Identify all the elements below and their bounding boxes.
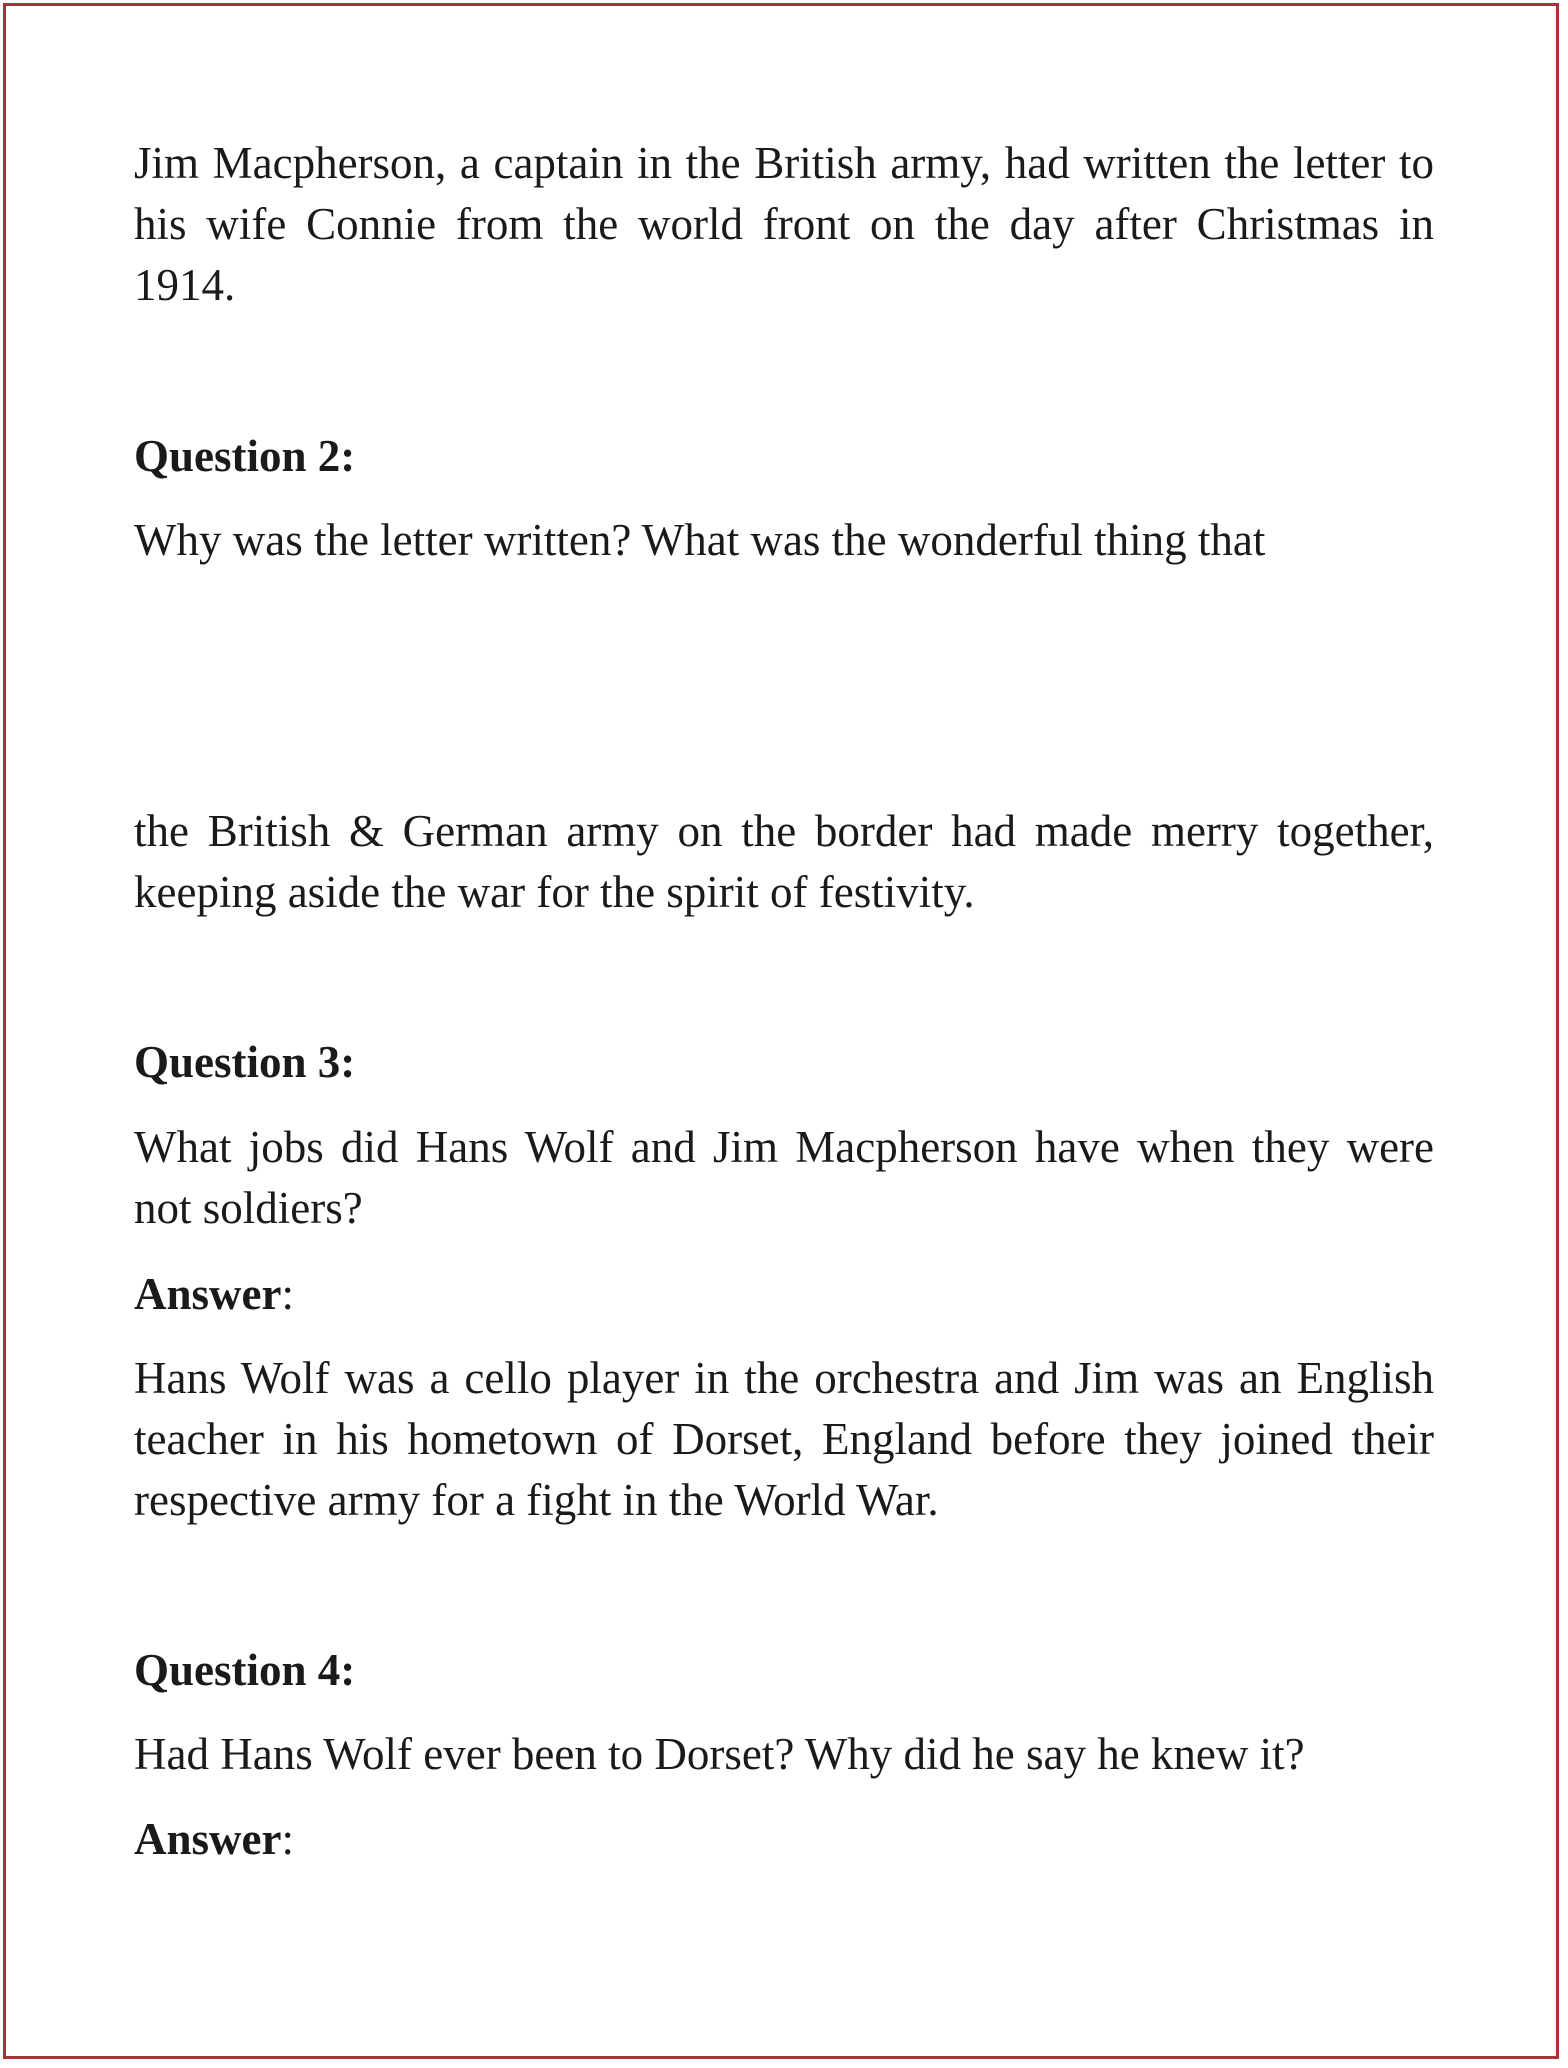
answer-label-colon: : xyxy=(281,1269,294,1319)
answer-label-bold: Answer xyxy=(134,1269,282,1319)
answer-label-bold: Answer xyxy=(134,1814,282,1864)
question-3-heading: Question 3: xyxy=(134,1037,356,1087)
question-4-text: Had Hans Wolf ever been to Dorset? Why did he say he knew it? xyxy=(134,1729,1305,1779)
answer-label-colon: : xyxy=(281,1814,294,1864)
question-3-text: What jobs did Hans Wolf and Jim Macpherson have when they were not soldiers? xyxy=(134,1122,1434,1233)
question-4-heading: Question 4: xyxy=(134,1645,356,1695)
question-3-answer-label xyxy=(134,1264,294,1325)
question-4-answer-label xyxy=(134,1809,294,1870)
question-2-answer-continuation: the British & German army on the border had made merry together, keeping aside the war for the spirit of festivity. xyxy=(134,806,1434,917)
question-2-text: Why was the letter written? What was the wonderful thing that xyxy=(134,515,1266,565)
question-3-answer-text: Hans Wolf was a cello player in the orchestra and Jim was an English teacher in his hometown of Dorset, England before they joined their respective army for a fight in the World War. xyxy=(134,1353,1434,1525)
intro-paragraph: Jim Macpherson, a captain in the British army, had written the letter to his wife Connie from the world front on the day after Christmas in 1914. xyxy=(134,138,1434,310)
question-2-heading: Question 2: xyxy=(134,431,356,481)
